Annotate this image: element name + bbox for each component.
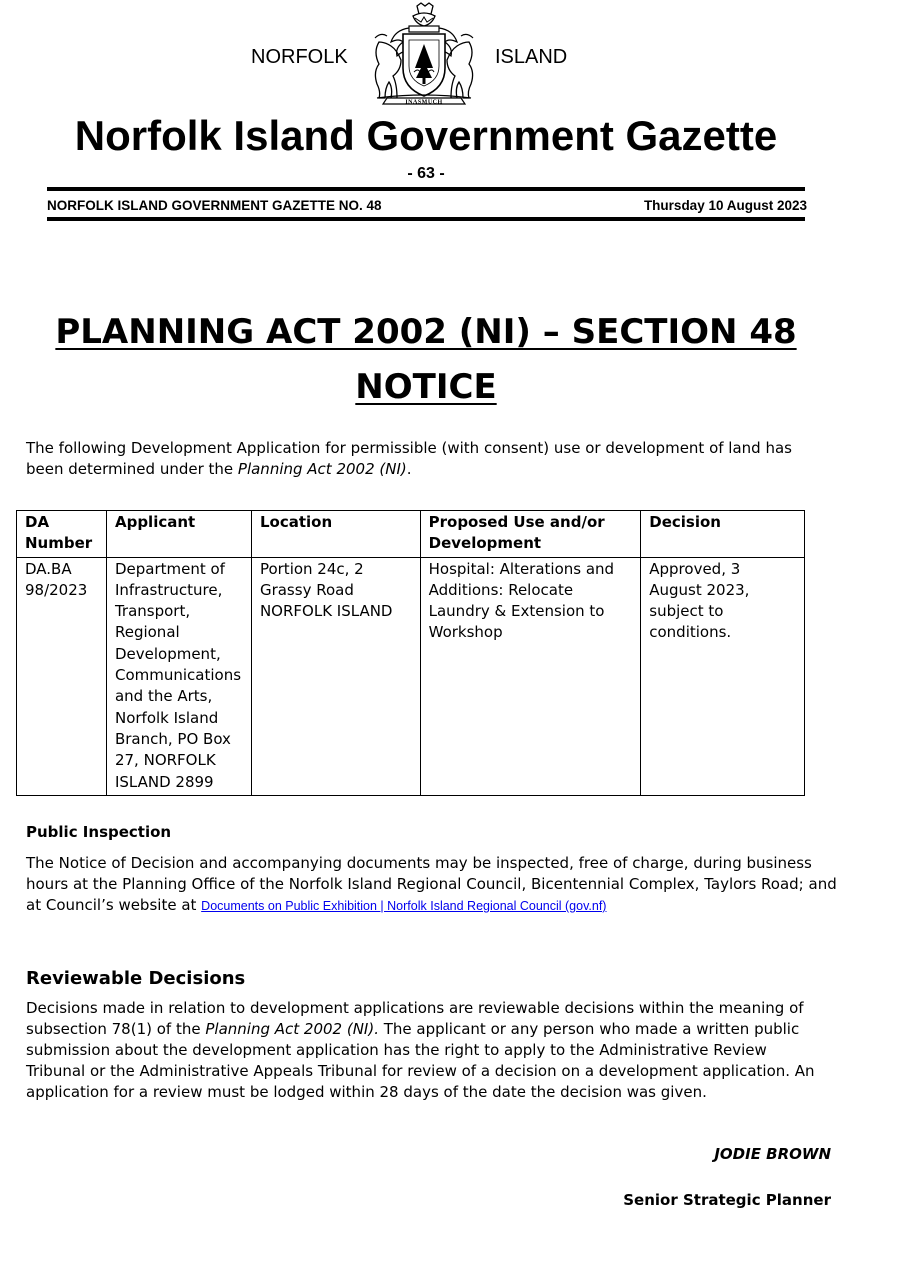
notice-title-line1: PLANNING ACT 2002 (NI) – SECTION 48 xyxy=(55,312,797,352)
header-da-number: DA Number xyxy=(17,511,107,558)
crest-motto: INASMUCH xyxy=(405,99,443,106)
signatory-name: JODIE BROWN xyxy=(714,1145,831,1163)
cell-location: Portion 24c, 2 Grassy Road NORFOLK ISLAND xyxy=(251,557,420,795)
cell-proposed-use: Hospital: Alterations and Additions: Relocate Laundry & Extension to Workshop xyxy=(420,557,641,795)
header-applicant: Applicant xyxy=(106,511,251,558)
page-number: - 63 - xyxy=(407,165,445,182)
table-row xyxy=(17,557,805,795)
coat-of-arms-icon xyxy=(365,2,483,110)
header-location: Location xyxy=(251,511,420,558)
development-application-table xyxy=(16,510,805,796)
gazette-title: Norfolk Island Government Gazette xyxy=(74,112,778,159)
gazette-date: Thursday 10 August 2023 xyxy=(643,198,807,213)
cell-applicant: Department of Infrastructure, Transport, Regional Development, Communications and the Arts, Norfolk Island Branch, PO Box 27, NORFOLK ISLAND 2899 xyxy=(106,557,251,795)
gazette-issue-number: NORFOLK ISLAND GOVERNMENT GAZETTE NO. 48 xyxy=(47,198,382,213)
cell-decision: Approved, 3 August 2023, subject to conditions. xyxy=(641,557,805,795)
public-inspection-paragraph: The Notice of Decision and accompanying documents may be inspected, free of charge, during business hours at the Planning Office of the Norfolk Island Regional Council, Bicentennial Complex, Taylors Road; and at Council’s website at Documents on Public Exhibition | Norfolk Island Regional Council (gov.nf) xyxy=(26,854,837,914)
signatory-title: Senior Strategic Planner xyxy=(623,1191,831,1209)
public-exhibition-link[interactable]: Documents on Public Exhibition | Norfolk Island Regional Council (gov.nf) xyxy=(201,899,607,913)
reviewable-decisions-heading: Reviewable Decisions xyxy=(26,968,246,989)
intro-paragraph: The following Development Application for permissible (with consent) use or development of land has been determined under the Planning Act 2002 (NI). xyxy=(26,439,792,478)
table-header-row xyxy=(17,511,805,558)
reviewable-decisions-paragraph: Decisions made in relation to development applications are reviewable decisions within the meaning of subsection 78(1) of the Planning Act 2002 (NI). The applicant or any person who made a written public submission about the development application has the right to apply to the Administrative Review Tribunal or the Administrative Appeals Tribunal for review of a decision on a development application. An application for a review must be lodged within 28 days of the date the decision was given. xyxy=(26,999,815,1101)
header-proposed-use: Proposed Use and/or Development xyxy=(420,511,641,558)
masthead-island: ISLAND xyxy=(495,46,568,68)
masthead-norfolk: NORFOLK xyxy=(251,46,348,68)
notice-title-line2: NOTICE xyxy=(355,367,497,407)
public-inspection-heading: Public Inspection xyxy=(26,823,172,841)
header-decision: Decision xyxy=(641,511,805,558)
header-rule-bottom xyxy=(47,217,805,221)
header-rule-top xyxy=(47,187,805,191)
cell-da-number: DA.BA 98/2023 xyxy=(17,557,107,795)
